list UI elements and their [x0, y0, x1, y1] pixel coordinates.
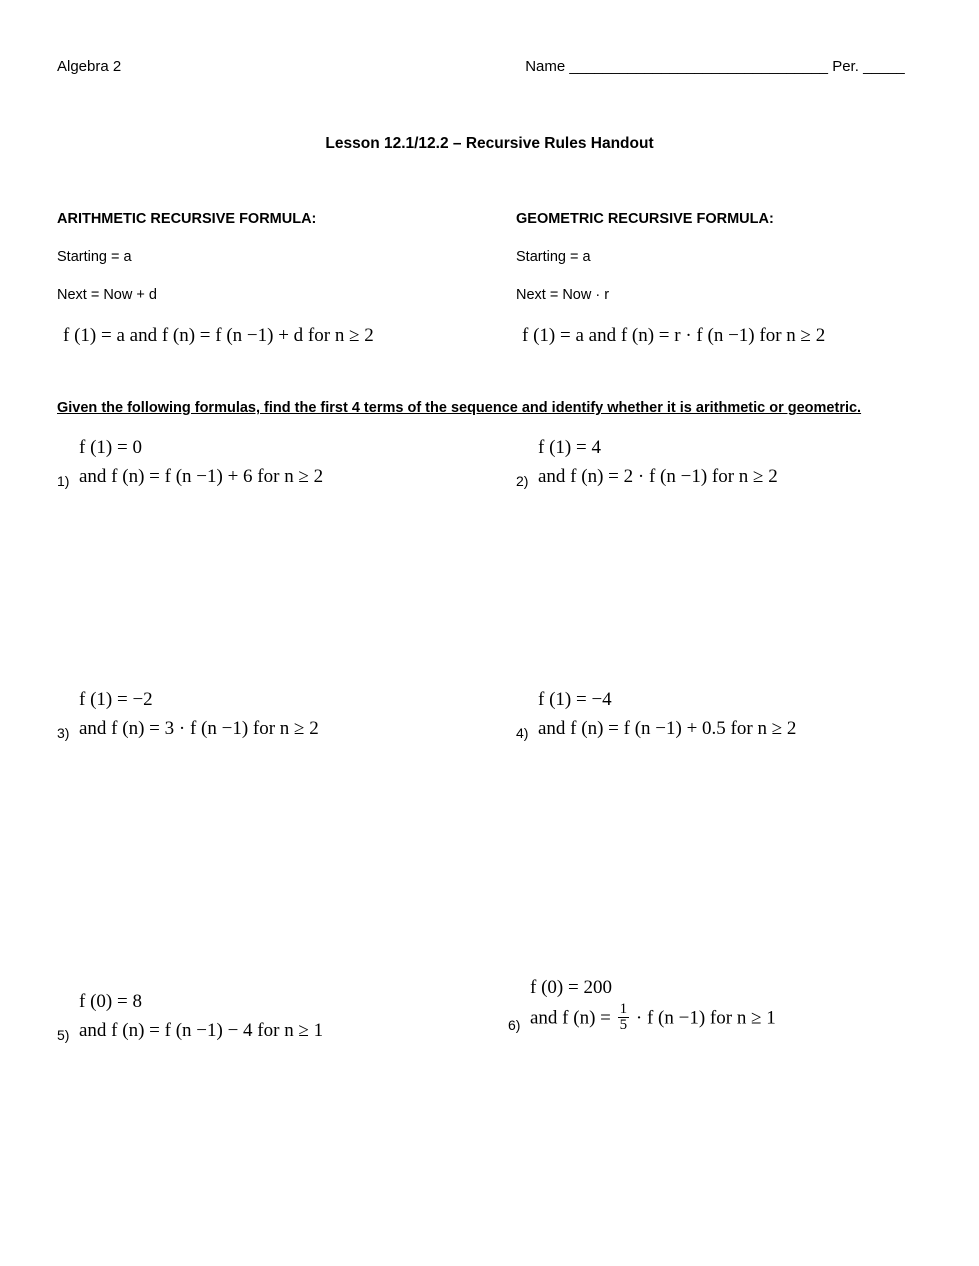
name-label: Name [525, 58, 566, 75]
problem-line-1: f (1) = 0 [79, 437, 142, 458]
fraction-numerator: 1 [619, 1000, 628, 1017]
problem-4 [516, 686, 796, 743]
geometric-formula: f (1) = a and f (n) = r · f (n −1) for n ≥ 2 [522, 325, 826, 346]
problem-number: 2) [516, 473, 529, 489]
geometric-section [516, 211, 956, 347]
fraction-one-fifth [618, 1002, 630, 1035]
problem-line-2-prefix: and f (n) = [530, 1007, 611, 1029]
problem-3 [57, 686, 319, 743]
problem-number: 1) [57, 473, 70, 489]
problem-1 [57, 434, 323, 491]
period-blank: _____ [863, 58, 905, 75]
problem-body [530, 974, 776, 1035]
geometric-next: Next = Now · r [516, 287, 610, 303]
problem-line-2 [530, 1000, 776, 1036]
problem-line-1: f (1) = −4 [538, 689, 612, 710]
fraction-denominator: 5 [619, 1017, 628, 1034]
problem-2 [516, 434, 778, 491]
problem-6 [508, 974, 776, 1035]
problem-line-1: f (1) = −2 [79, 689, 153, 710]
arithmetic-starting: Starting = a [57, 249, 132, 265]
problem-line-2-suffix: · f (n −1) for n ≥ 1 [635, 1007, 776, 1029]
problem-line-1: f (1) = 4 [538, 437, 601, 458]
arithmetic-next: Next = Now + d [57, 287, 157, 303]
problem-line-2: and f (n) = 3 · f (n −1) for n ≥ 2 [79, 717, 319, 739]
problem-line-2: and f (n) = f (n −1) + 0.5 for n ≥ 2 [538, 717, 797, 739]
page-header [57, 58, 919, 75]
course-label: Algebra 2 [57, 58, 122, 75]
problem-5 [57, 988, 323, 1045]
problem-line-2: and f (n) = 2 · f (n −1) for n ≥ 2 [538, 465, 778, 487]
problem-body [538, 434, 778, 491]
instruction-text: Given the following formulas, find the first 4 terms of the sequence and identify whether it is arithmetic or geometric. [57, 400, 862, 416]
problem-body [79, 434, 323, 491]
arithmetic-formula: f (1) = a and f (n) = f (n −1) + d for n ≥ 2 [63, 325, 374, 346]
problem-number: 6) [508, 1017, 521, 1033]
problem-body [79, 988, 323, 1045]
problem-line-2: and f (n) = f (n −1) − 4 for n ≥ 1 [79, 1019, 324, 1041]
problem-line-1: f (0) = 200 [530, 977, 612, 998]
problem-number: 4) [516, 725, 529, 741]
problem-body [538, 686, 796, 743]
arithmetic-heading: ARITHMETIC RECURSIVE FORMULA: [57, 211, 317, 227]
geometric-starting: Starting = a [516, 249, 591, 265]
arithmetic-section [57, 211, 497, 347]
problem-line-1: f (0) = 8 [79, 991, 142, 1012]
period-label: Per. [832, 58, 859, 75]
problem-body [79, 686, 319, 743]
page-title: Lesson 12.1/12.2 – Recursive Rules Handout [325, 135, 654, 152]
name-period-block [525, 58, 905, 75]
problem-number: 3) [57, 725, 70, 741]
problem-number: 5) [57, 1027, 70, 1043]
problem-line-2: and f (n) = f (n −1) + 6 for n ≥ 2 [79, 465, 324, 487]
geometric-heading: GEOMETRIC RECURSIVE FORMULA: [516, 211, 774, 227]
name-blank: _______________________________ [569, 58, 829, 75]
